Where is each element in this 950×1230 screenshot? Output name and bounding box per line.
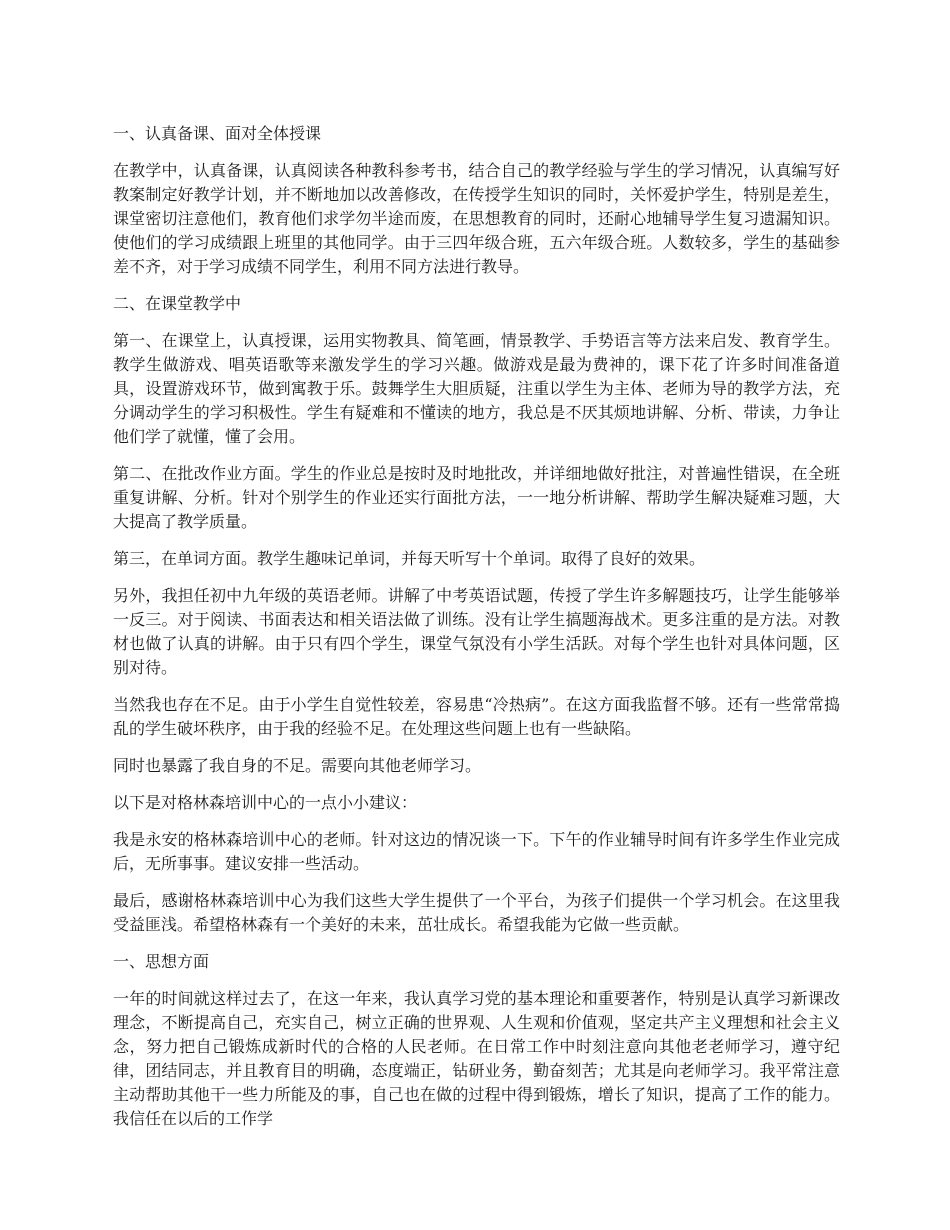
paragraph-lesson-prep: 在教学中，认真备课，认真阅读各种教科参考书，结合自己的教学经验与学生的学习情况，认真编写好教案制定好教学计划，并不断地加以改善修改，在传授学生知识的同时，关怀爱护学生，特别是差生，课堂密切注意他们，教育他们求学勿半途而废，在思想教育的同时，还耐心地辅导学生复习遗漏知识。使他们的学习成绩跟上班里的其他同学。由于三四年级合班，五六年级合班。人数较多，学生的基础参差不齐，对于学习成绩不同学生，利用不同方法进行教导。 (113, 161, 840, 276)
paragraph-shortcomings: 当然我也存在不足。由于小学生自觉性较差，容易患“冷热病”。在这方面我监督不够。还有一些常常捣乱的学生破坏秩序，由于我的经验不足。在处理这些问题上也有一些缺陷。 (113, 695, 840, 738)
paragraph-second-homework: 第二、在批改作业方面。学生的作业总是按时及时地批改，并详细地做好批注，对普遍性错误，在全班重复讲解、分析。针对个别学生的作业还实行面批方法，一一地分析讲解、帮助学生解决疑难习题，大大提高了教学质量。 (113, 464, 840, 531)
paragraph-thanks: 最后，感谢格林森培训中心为我们这些大学生提供了一个平台，为孩子们提供一个学习机会。在这里我受益匪浅。希望格林森有一个美好的未来，茁壮成长。希望我能为它做一些贡献。 (113, 891, 840, 934)
section-heading-classroom: 二、在课堂教学中 (113, 294, 242, 313)
section-heading-ideology: 一、思想方面 (113, 952, 210, 971)
paragraph-suggestions-intro: 以下是对格林森培训中心的一点小小建议： (113, 793, 418, 812)
paragraph-third-vocabulary: 第三，在单词方面。教学生趣味记单词，并每天听写十个单词。取得了良好的效果。 (113, 549, 706, 568)
paragraph-suggestion: 我是永安的格林森培训中心的老师。针对这边的情况谈一下。下午的作业辅导时间有许多学生作业完成后，无所事事。建议安排一些活动。 (113, 830, 840, 873)
paragraph-self-reflection: 同时也暴露了我自身的不足。需要向其他老师学习。 (113, 756, 482, 775)
document-page (113, 122, 840, 1144)
paragraph-grade-nine: 另外，我担任初中九年级的英语老师。讲解了中考英语试题，传授了学生许多解题技巧，让学生能够举一反三。对于阅读、书面表达和相关语法做了训练。没有让学生搞题海战术。更多注重的是方法。对教材也做了认真的讲解。由于只有四个学生，课堂气氛没有小学生活跃。对每个学生也针对具体问题，区别对待。 (113, 586, 840, 677)
section-heading-lesson-prep: 一、认真备课、面对全体授课 (113, 124, 322, 143)
paragraph-first-classroom: 第一、在课堂上，认真授课，运用实物教具、简笔画，情景教学、手势语言等方法来启发、教育学生。教学生做游戏、唱英语歌等来激发学生的学习兴趣。做游戏是最为费神的，课下花了许多时间准备道具，设置游戏环节，做到寓教于乐。鼓舞学生大胆质疑，注重以学生为主体、老师为导的教学方法，充分调动学生的学习积极性。学生有疑难和不懂读的地方，我总是不厌其烦地讲解、分析、带读，力争让他们学了就懂，懂了会用。 (113, 331, 840, 446)
paragraph-ideology: 一年的时间就这样过去了，在这一年来，我认真学习党的基本理论和重要著作，特别是认真学习新课改理念，不断提高自己，充实自己，树立正确的世界观、人生观和价值观，坚定共产主义理想和社会主义念，努力把自己锻炼成新时代的合格的人民老师。在日常工作中时刻注意向其他老老师学习，遵守纪律，团结同志，并且教育目的明确，态度端正，钻研业务，勤奋刻苦；尤其是向老师学习。我平常注意主动帮助其他干一些力所能及的事，自己也在做的过程中得到锻炼，增长了知识，提高了工作的能力。我信任在以后的工作学 (113, 989, 840, 1128)
